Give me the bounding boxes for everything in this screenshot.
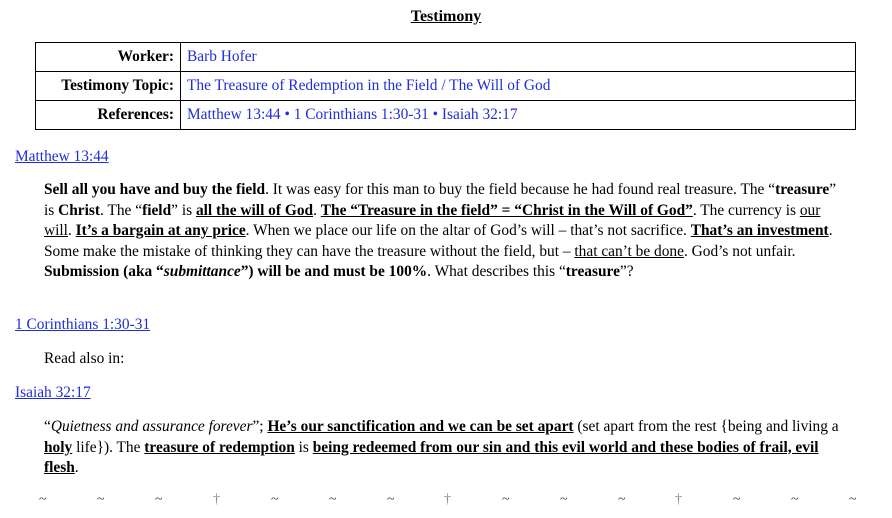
text-run: life}). The xyxy=(72,438,145,456)
text-run: . The “ xyxy=(100,201,143,219)
text-run: ” is xyxy=(171,201,196,219)
references-value: Matthew 13:44 • 1 Corinthians 1:30-31 • Isaiah 32:17 xyxy=(181,101,856,130)
worker-label: Worker: xyxy=(36,43,181,72)
tilde-glyph: ~ xyxy=(271,492,279,507)
text-run: (set apart from the rest {being and living a xyxy=(573,418,839,435)
text-run: ” is xyxy=(44,181,837,219)
tilde-glyph: ~ xyxy=(791,492,799,507)
text-run: That’s an investment xyxy=(690,222,829,239)
cross-icon: † xyxy=(444,492,451,507)
references-row xyxy=(36,101,856,130)
text-run: . It was easy for this man to buy the field because he had found real treasure. The “ xyxy=(265,181,776,198)
topic-value: The Treasure of Redemption in the Field / The Will of God xyxy=(181,72,856,101)
text-run: our will xyxy=(44,201,821,239)
text-run: . xyxy=(67,222,76,239)
tilde-glyph: ~ xyxy=(618,492,626,507)
isaiah-link[interactable]: Isaiah 32:17 xyxy=(15,384,91,401)
text-run: . xyxy=(74,459,79,476)
text-run: Quietness and assurance forever xyxy=(50,418,253,435)
tilde-glyph: ~ xyxy=(387,492,395,507)
text-run: all the will of God xyxy=(195,201,314,219)
text-run: Submission (aka “ xyxy=(44,263,164,280)
corinthians-paragraph: Read also in: xyxy=(44,350,125,367)
text-run: “ xyxy=(44,418,51,435)
cross-icon: † xyxy=(213,492,220,507)
worker-row xyxy=(36,43,856,72)
tilde-glyph: ~ xyxy=(155,492,163,507)
text-run: . When we place our life on the altar of God’s will – that’s not sacrifice. xyxy=(245,222,691,239)
tilde-glyph: ~ xyxy=(502,492,510,507)
text-run: treasure xyxy=(775,181,830,198)
matthew-paragraph xyxy=(44,180,844,283)
text-run: . What describes this “ xyxy=(427,263,566,280)
text-run: Sell all you have and buy the field xyxy=(44,181,266,198)
matthew-link[interactable]: Matthew 13:44 xyxy=(15,148,109,165)
text-run: ”? xyxy=(619,263,634,280)
text-run: is xyxy=(294,438,313,456)
text-run: . God’s not unfair. xyxy=(683,242,796,260)
tilde-glyph: ~ xyxy=(329,492,337,507)
topic-label: Testimony Topic: xyxy=(36,72,181,101)
cross-icon: † xyxy=(675,492,682,507)
text-run: ”) will be and must be 100% xyxy=(240,263,428,280)
tilde-glyph: ~ xyxy=(849,492,857,507)
text-run: field xyxy=(142,201,172,219)
decorative-separator xyxy=(0,492,892,512)
text-run: that can’t be done xyxy=(574,242,684,260)
info-table xyxy=(35,42,856,130)
text-run: holy xyxy=(44,438,73,456)
isaiah-paragraph xyxy=(44,417,844,479)
tilde-glyph: ~ xyxy=(97,492,105,507)
topic-row xyxy=(36,72,856,101)
page-title: Testimony xyxy=(410,8,482,25)
text-run: submittance xyxy=(163,263,241,280)
text-run: It’s a bargain at any price xyxy=(75,222,246,239)
corinthians-link[interactable]: 1 Corinthians 1:30-31 xyxy=(15,316,151,333)
references-label: References: xyxy=(36,101,181,130)
tilde-glyph: ~ xyxy=(560,492,568,507)
text-run: Christ xyxy=(58,201,101,219)
text-run: ”; xyxy=(252,418,268,435)
worker-value: Barb Hofer xyxy=(181,43,856,72)
text-run: . xyxy=(313,201,321,219)
tilde-glyph: ~ xyxy=(733,492,741,507)
text-run: The “Treasure in the field” = “Christ in the Will of God” xyxy=(320,201,693,219)
text-run: being redeemed from our sin and this evil world and these bodies of frail, evil flesh xyxy=(44,438,819,476)
text-run: He’s our sanctification and we can be set apart xyxy=(267,418,574,435)
tilde-glyph: ~ xyxy=(39,492,47,507)
text-run: . Some make the mistake of thinking they can have the treasure without the field, but – xyxy=(44,222,833,260)
text-run: . The currency is xyxy=(692,201,800,219)
text-run: treasure of redemption xyxy=(144,438,295,456)
text-run: treasure xyxy=(565,263,620,280)
